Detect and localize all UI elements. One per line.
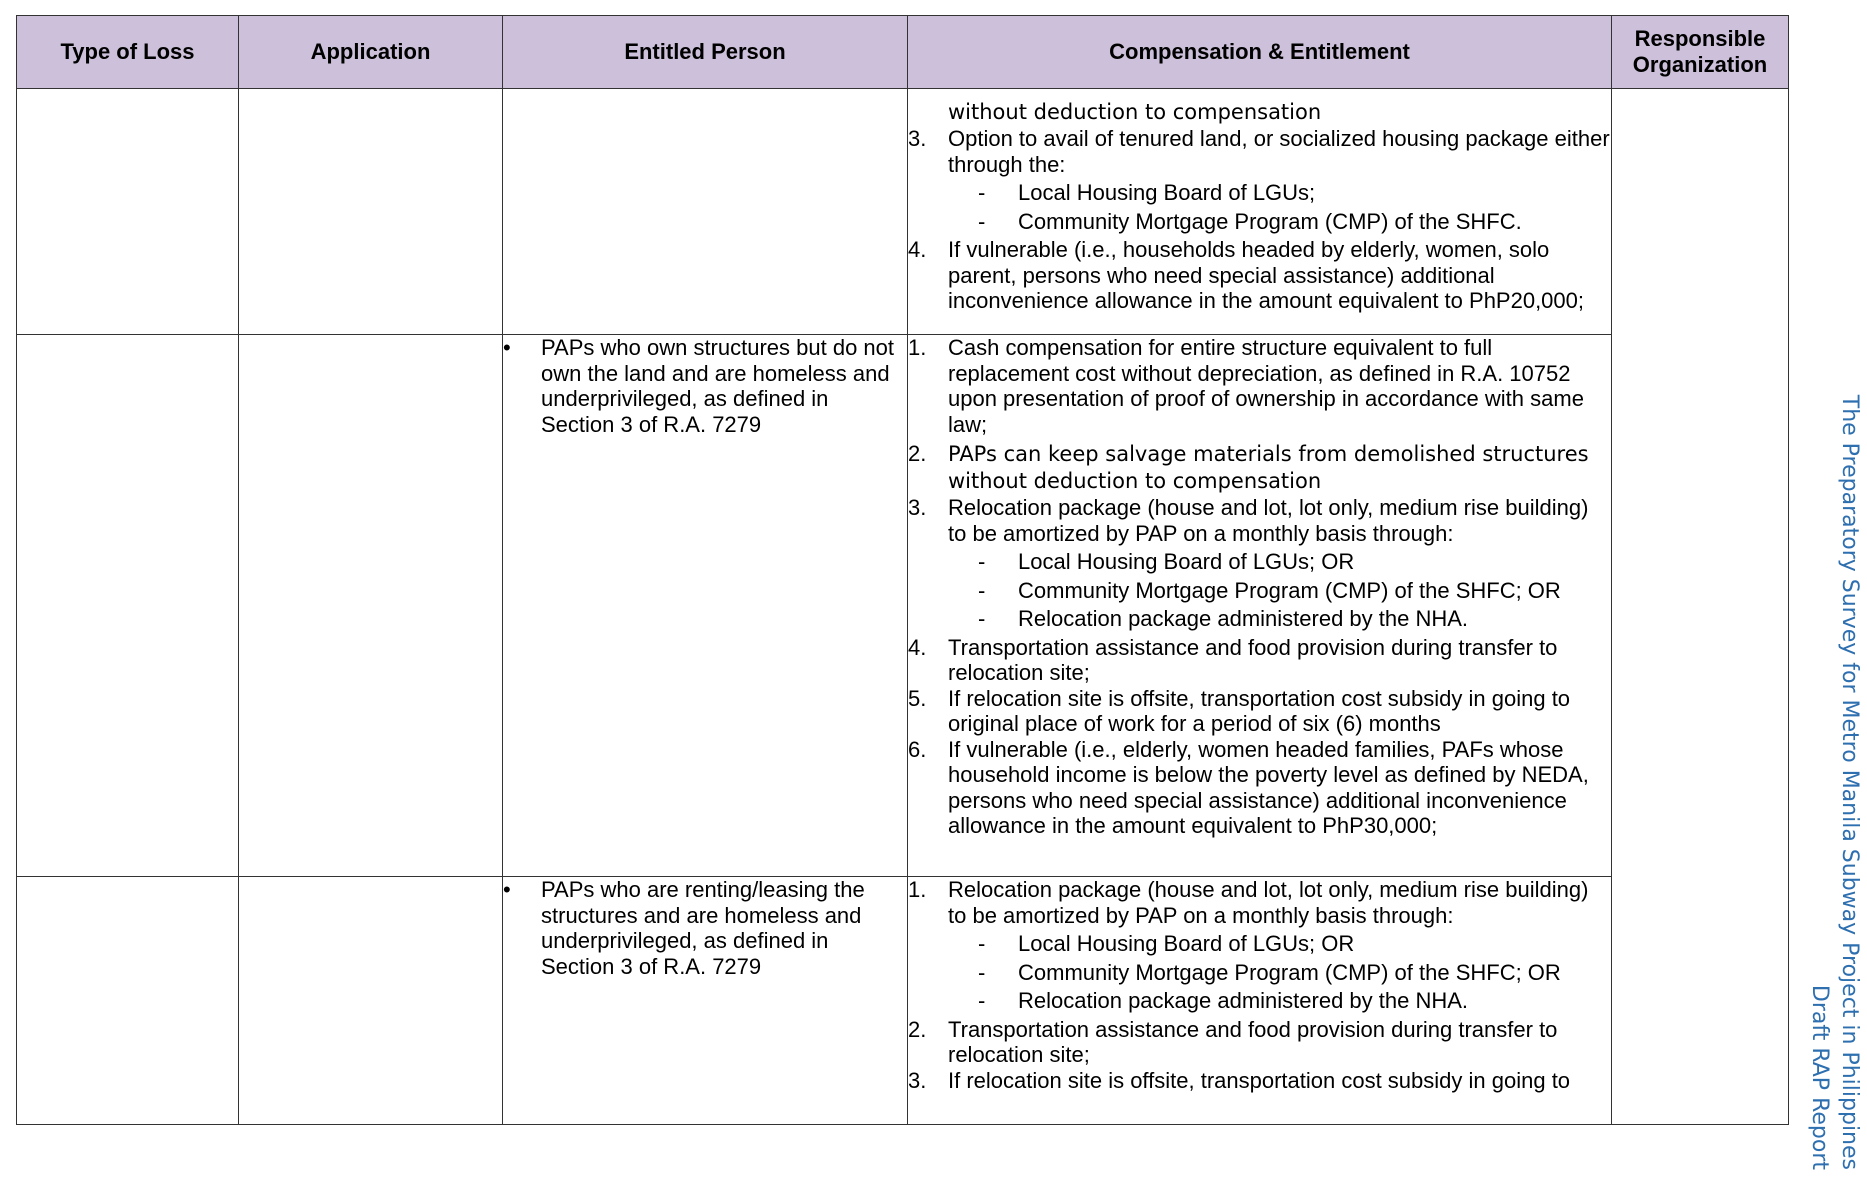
item-text: Transportation assistance and food provision during transfer to relocation site;: [948, 634, 1558, 685]
item-text: Relocation package (house and lot, lot only, medium rise building) to be amortized by PAP on a monthly basis through:: [948, 495, 1589, 546]
dash-marker: -: [978, 549, 986, 574]
item-number: 4.: [908, 237, 927, 262]
type-of-loss-cell: [17, 89, 239, 335]
item-text: PAPs can keep salvage materials from demolished structures without deduction to compensation: [948, 442, 1589, 493]
list-item: [908, 635, 1611, 686]
sub-item: [908, 180, 1611, 206]
application-cell: [239, 89, 503, 335]
sub-item: [908, 988, 1611, 1014]
dash-marker: -: [978, 180, 986, 205]
sub-item: [908, 578, 1611, 604]
type-of-loss-cell: [17, 335, 239, 877]
report-subtitle: Draft RAP Report: [1807, 984, 1832, 1170]
item-text: If vulnerable (i.e., households headed by elderly, women, solo parent, persons who need special assistance) additional inconvenience allowance in the amount equivalent to PhP20,000;: [948, 237, 1585, 313]
sub-item: [908, 931, 1611, 957]
entitled-person-cell: [503, 89, 908, 335]
list-item: [908, 877, 1611, 928]
header-responsible-org: Responsible Organization: [1612, 16, 1789, 89]
sub-item-text: Local Housing Board of LGUs; OR: [1018, 549, 1355, 574]
table-row: [17, 877, 1789, 1125]
type-of-loss-cell: [17, 877, 239, 1125]
list-item: [908, 686, 1611, 737]
header-compensation: Compensation & Entitlement: [908, 16, 1612, 89]
sub-item: [908, 549, 1611, 575]
sub-item-text: Relocation package administered by the NHA.: [1018, 606, 1469, 631]
dash-marker: -: [978, 606, 986, 631]
responsible-org-cell: [1612, 89, 1789, 1125]
dash-marker: -: [978, 577, 986, 603]
compensation-cell: [908, 335, 1612, 877]
list-item: [908, 126, 1611, 177]
compensation-cell: [908, 89, 1612, 335]
continuation-text: without deduction to compensation: [948, 100, 1322, 124]
header-type-of-loss: Type of Loss: [17, 16, 239, 89]
application-cell: [239, 877, 503, 1125]
item-number: 2.: [908, 1016, 927, 1042]
item-number: 3.: [908, 495, 927, 520]
item-text: Option to avail of tenured land, or socialized housing package either through the:: [948, 126, 1610, 177]
sub-item-text: Community Mortgage Program (CMP) of the SHFC; OR: [1018, 577, 1561, 603]
entitled-person-cell: [503, 335, 908, 877]
bullet-item: [503, 877, 907, 979]
report-title: The Preparatory Survey for Metro Manila Subway Project in Philippines: [1837, 394, 1862, 1170]
entitled-person-text: PAPs who are renting/leasing the structures and are homeless and underprivileged, as defined in Section 3 of R.A. 7279: [541, 877, 865, 979]
list-item: [908, 1068, 1611, 1094]
application-cell: [239, 335, 503, 877]
item-number: 1.: [908, 877, 927, 902]
list-item: [908, 1017, 1611, 1068]
sub-item-text: Relocation package administered by the NHA.: [1018, 988, 1469, 1013]
item-number: 2.: [908, 441, 927, 466]
sub-item: [908, 606, 1611, 632]
item-text: If vulnerable (i.e., elderly, women headed families, PAFs whose household income is below the poverty level as defined by NEDA, persons who need special assistance) additional inconvenience allowance in the amount equivalent to PhP30,000;: [948, 736, 1589, 838]
item-text: If relocation site is offsite, transportation cost subsidy in going to original place of work for a period of six (6) months: [948, 685, 1571, 736]
side-note-text: [1790, 370, 1864, 1170]
header-application: Application: [239, 16, 503, 89]
sub-item-text: Local Housing Board of LGUs; OR: [1018, 931, 1355, 956]
table-row: [17, 335, 1789, 877]
sub-item-text: Community Mortgage Program (CMP) of the SHFC.: [1018, 208, 1522, 234]
entitlement-matrix-table: [16, 15, 1789, 1125]
dash-marker: -: [978, 959, 986, 985]
bullet-marker: •: [503, 877, 511, 902]
item-text: If relocation site is offsite, transportation cost subsidy in going to: [948, 1067, 1571, 1093]
entitled-person-cell: [503, 877, 908, 1125]
sub-item: [908, 960, 1611, 986]
item-text: Transportation assistance and food provision during transfer to relocation site;: [948, 1016, 1558, 1067]
entitled-person-text: PAPs who own structures but do not own the land and are homeless and underprivileged, as defined in Section 3 of R.A. 7279: [541, 335, 894, 437]
bullet-marker: •: [503, 335, 511, 360]
item-number: 1.: [908, 335, 927, 360]
item-text: Cash compensation for entire structure equivalent to full replacement cost without depreciation, as defined in R.A. 10752 upon presentation of proof of ownership in accordance with same law;: [948, 335, 1584, 437]
sub-item-text: Local Housing Board of LGUs;: [1018, 180, 1316, 205]
sub-item: [908, 209, 1611, 235]
compensation-cell: [908, 877, 1612, 1125]
item-number: 3.: [908, 1067, 927, 1093]
list-item: [908, 737, 1611, 839]
sub-item-text: Community Mortgage Program (CMP) of the SHFC; OR: [1018, 959, 1561, 985]
dash-marker: -: [978, 208, 986, 234]
item-number: 4.: [908, 634, 927, 660]
dash-marker: -: [978, 988, 986, 1013]
dash-marker: -: [978, 931, 986, 956]
table-row: [17, 89, 1789, 335]
bullet-item: [503, 335, 907, 437]
report-side-note: [1790, 370, 1864, 1170]
item-text: Relocation package (house and lot, lot only, medium rise building) to be amortized by PAP on a monthly basis through:: [948, 877, 1589, 928]
list-item: [908, 237, 1611, 314]
list-item: [908, 441, 1611, 495]
list-item: [908, 335, 1611, 437]
header-row: [17, 16, 1789, 89]
header-entitled-person: Entitled Person: [503, 16, 908, 89]
item-number: 3.: [908, 126, 927, 151]
item-number: 6.: [908, 736, 927, 762]
list-item: [908, 495, 1611, 546]
item-number: 5.: [908, 685, 927, 711]
